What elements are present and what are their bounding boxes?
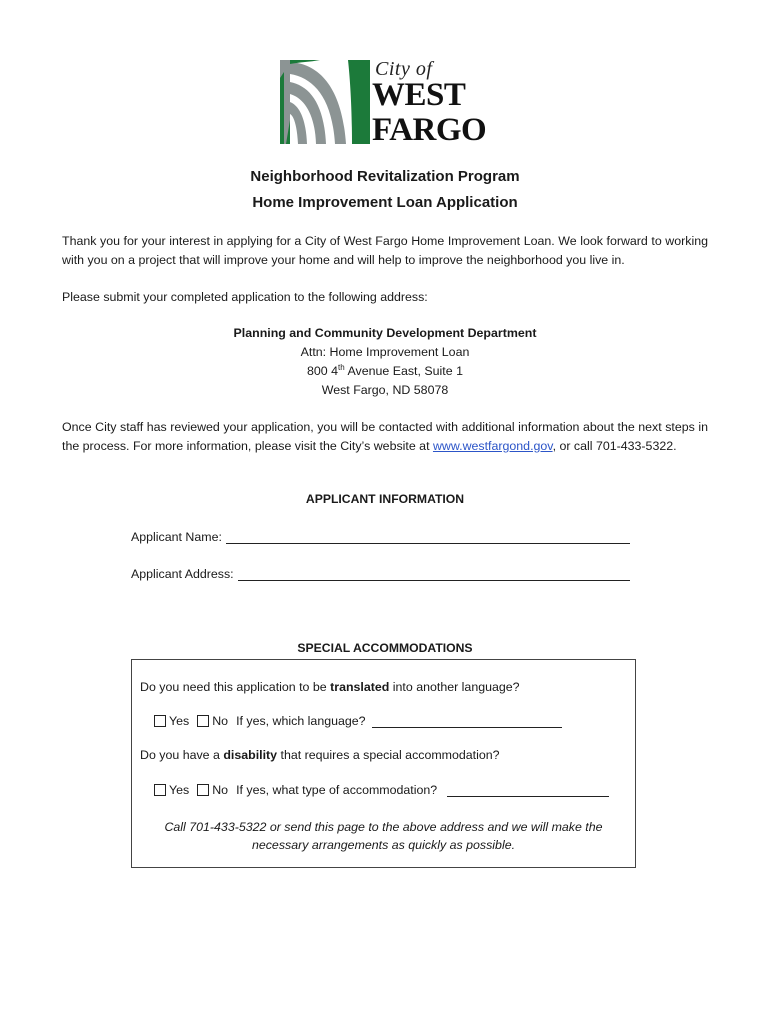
followup-text-before: Once City staff has reviewed your application, you will be contacted with additional information about the next steps in the process. For more information, please visit the City’s website at: [62, 420, 708, 453]
followup-paragraph: [62, 418, 708, 456]
translation-options: [154, 714, 562, 728]
q2-bold-text: disability: [223, 748, 278, 762]
disability-options: [154, 783, 609, 797]
translation-question: [140, 680, 520, 694]
disability-yes-label: Yes: [169, 783, 190, 797]
translation-no-checkbox[interactable]: [197, 715, 209, 727]
accommodation-field[interactable]: [447, 783, 609, 797]
applicant-name-row: [131, 529, 630, 544]
note-line-1: Call 701-433-5322 or send this page to the above address and we will make the: [164, 820, 603, 834]
translation-yes-label: Yes: [169, 714, 190, 728]
applicant-name-label: Applicant Name:: [131, 530, 222, 544]
mailing-address: [0, 324, 770, 400]
address-attn: Attn: Home Improvement Loan: [300, 345, 470, 359]
program-title: Neighborhood Revitalization Program: [250, 168, 520, 185]
accommodation-prompt: If yes, what type of accommodation?: [236, 783, 438, 797]
special-accommodations-box: [131, 659, 636, 868]
street-superscript: th: [338, 362, 345, 372]
applicant-address-row: [131, 566, 630, 581]
website-link[interactable]: www.westfargond.gov: [432, 439, 553, 453]
q2-text-before: Do you have a: [140, 748, 224, 762]
west-fargo-logo: [280, 58, 495, 148]
applicant-address-field[interactable]: [238, 566, 630, 581]
translation-no-label: No: [212, 714, 229, 728]
submit-instructions: Please submit your completed application to the following address:: [62, 290, 428, 304]
disability-no-checkbox[interactable]: [197, 784, 209, 796]
translation-yes-checkbox[interactable]: [154, 715, 166, 727]
logo-west-text: WEST: [372, 77, 466, 113]
logo-city-of-text: City of: [375, 58, 433, 80]
q1-text-before: Do you need this application to be: [140, 680, 331, 694]
accommodation-note: [132, 818, 635, 854]
address-city-line: West Fargo, ND 58078: [321, 383, 449, 397]
applicant-name-field[interactable]: [226, 529, 630, 544]
followup-text-after: , or call 701-433-5322.: [552, 439, 677, 453]
language-prompt: If yes, which language?: [236, 714, 366, 728]
intro-paragraph: Thank you for your interest in applying for a City of West Fargo Home Improvement Loan. We look forward to working with you on a project that will improve your home and will help to improve the neighborhood you live in.: [62, 234, 708, 267]
street-suffix: Avenue East, Suite 1: [344, 364, 463, 378]
applicant-section-title: APPLICANT INFORMATION: [305, 492, 465, 506]
applicant-address-label: Applicant Address:: [131, 567, 234, 581]
address-street: [0, 362, 770, 381]
street-prefix: 800 4: [307, 364, 339, 378]
address-department: Planning and Community Development Department: [233, 326, 537, 340]
disability-no-label: No: [212, 783, 229, 797]
language-field[interactable]: [372, 714, 562, 728]
logo-stripes-icon: [280, 58, 370, 146]
note-line-2: necessary arrangements as quickly as possible.: [251, 838, 516, 852]
q1-text-after: into another language?: [389, 680, 520, 694]
q2-text-after: that requires a special accommodation?: [277, 748, 500, 762]
q1-bold-text: translated: [330, 680, 390, 694]
disability-question: [140, 748, 500, 762]
disability-yes-checkbox[interactable]: [154, 784, 166, 796]
form-title: Home Improvement Loan Application: [252, 194, 518, 211]
special-section-title: SPECIAL ACCOMMODATIONS: [297, 641, 473, 655]
logo-fargo-text: FARGO: [372, 112, 487, 148]
